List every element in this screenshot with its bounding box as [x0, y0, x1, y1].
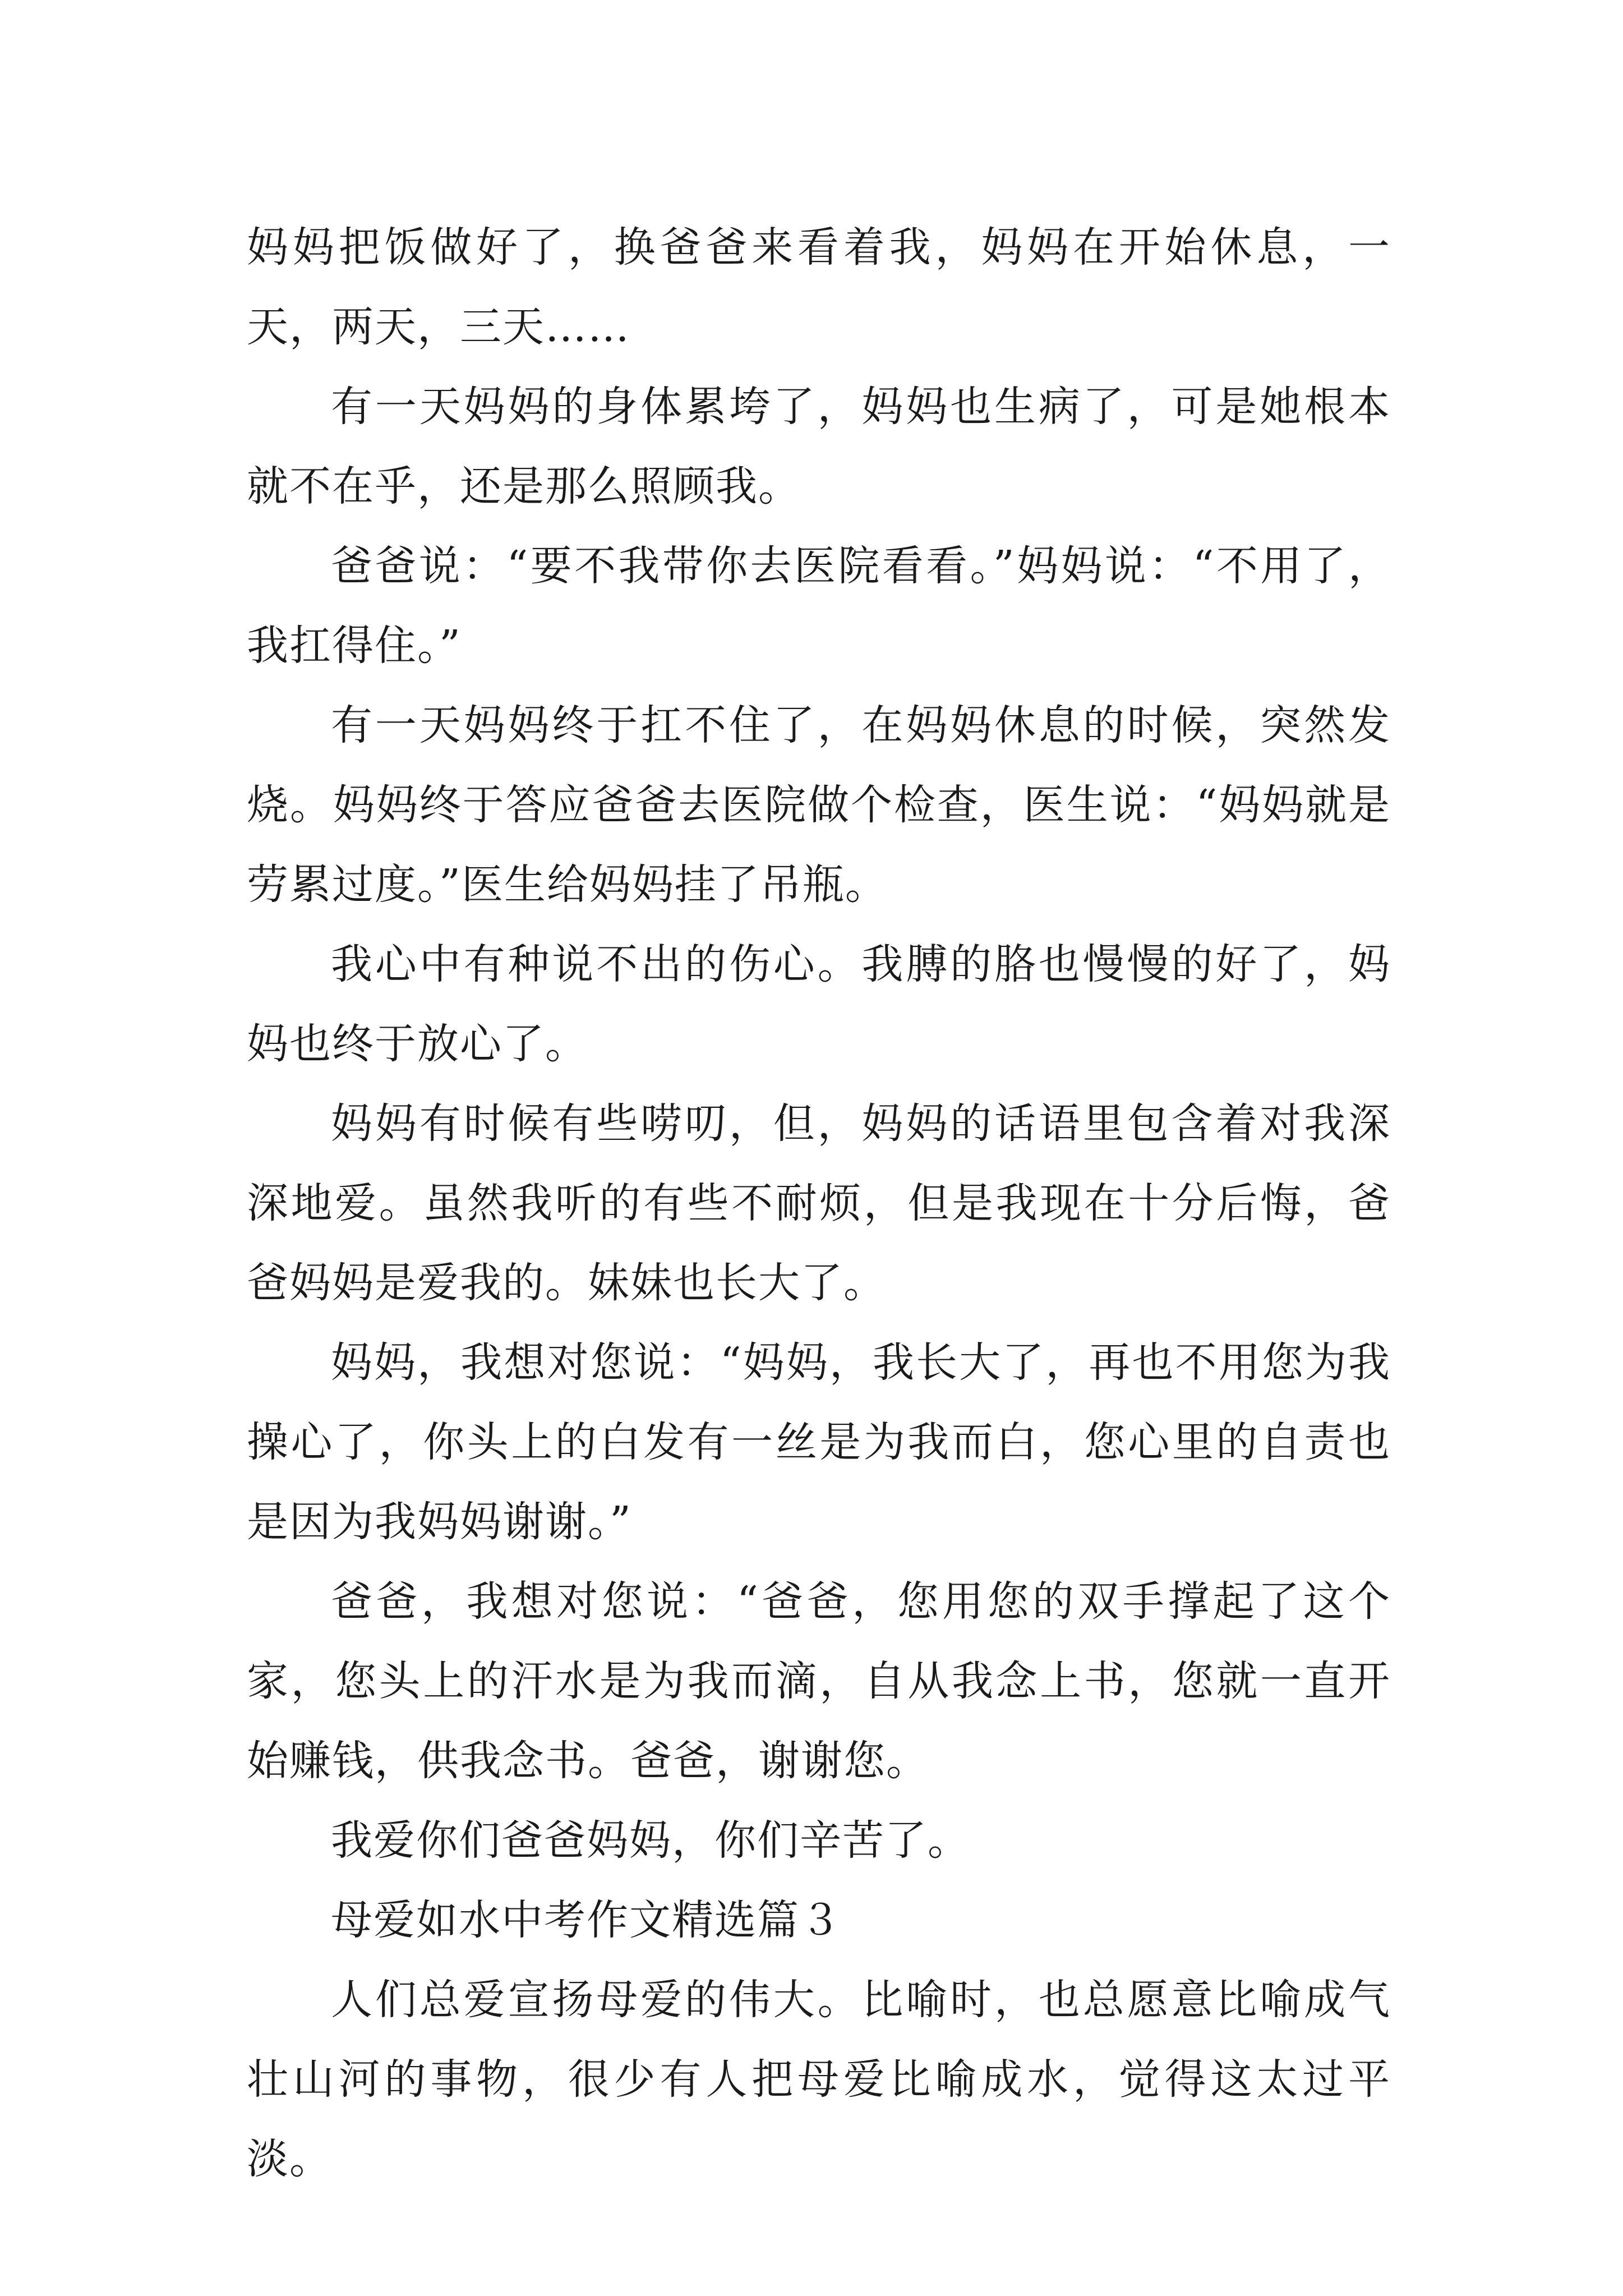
paragraph-6: 妈妈有时候有些唠叨，但，妈妈的话语里包含着对我深深地爱。虽然我听的有些不耐烦，但是我现在十分后悔，爸爸妈妈是爱我的。妹妹也长大了。: [247, 1099, 1391, 1307]
paragraph-2: 有一天妈妈的身体累垮了，妈妈也生病了，可是她根本就不在乎，还是那么照顾我。: [247, 383, 1391, 510]
document-body: [247, 208, 1391, 2199]
closing-paragraph: 人们总爱宣扬母爱的伟大。比喻时，也总愿意比喻成气壮山河的事物，很少有人把母爱比喻成水，觉得这太过平淡。: [247, 1976, 1391, 2183]
paragraph-9: 我爱你们爸爸妈妈，你们辛苦了。: [331, 1816, 970, 1865]
paragraph-1: 妈妈把饭做好了，换爸爸来看着我，妈妈在开始休息，一天，两天，三天……: [247, 223, 1391, 351]
section-heading: 母爱如水中考作文精选篇３: [331, 1896, 842, 1944]
paragraph-8: 爸爸，我想对您说：“爸爸，您用您的双手撑起了这个家，您头上的汗水是为我而滴，自从我念上书，您就一直开始赚钱，供我念书。爸爸，谢谢您。: [247, 1577, 1391, 1785]
paragraph-7: 妈妈，我想对您说：“妈妈，我长大了，再也不用您为我操心了，你头上的白发有一丝是为我而白，您心里的自责也是因为我妈妈谢谢。”: [247, 1338, 1391, 1546]
paragraph-3: 爸爸说：“要不我带你去医院看看。”妈妈说：“不用了，我扛得住。”: [247, 542, 1391, 670]
paragraph-4: 有一天妈妈终于扛不住了，在妈妈休息的时候，突然发烧。妈妈终于答应爸爸去医院做个检查，医生说：“妈妈就是劳累过度。”医生给妈妈挂了吊瓶。: [247, 701, 1391, 909]
paragraph-5: 我心中有种说不出的伤心。我膊的胳也慢慢的好了，妈妈也终于放心了。: [247, 940, 1391, 1068]
